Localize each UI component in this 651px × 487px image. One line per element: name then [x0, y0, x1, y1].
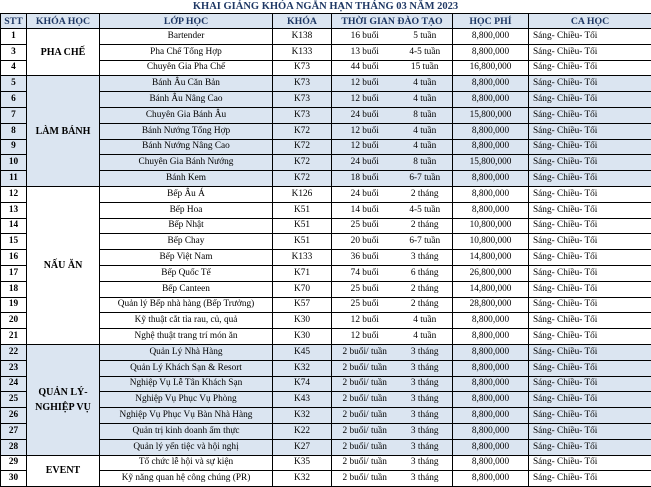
- duration-period: 4 tuần: [398, 329, 453, 345]
- row-stt: 18: [1, 281, 27, 297]
- course-code: K133: [273, 44, 332, 60]
- duration-sessions: 2 buổi/ tuần: [332, 439, 398, 455]
- duration-sessions: 24 buổi: [332, 155, 398, 171]
- class-shift: Sáng- Chiều- Tối: [529, 186, 651, 202]
- row-stt: 30: [1, 471, 27, 487]
- class-shift: Sáng- Chiều- Tối: [529, 281, 651, 297]
- tuition-fee: 8,800,000: [453, 471, 529, 487]
- duration-sessions: 2 buổi/ tuần: [332, 344, 398, 360]
- duration-period: 4 tuần: [398, 123, 453, 139]
- class-shift: Sáng- Chiều- Tối: [529, 92, 651, 108]
- duration-period: 2 tháng: [398, 218, 453, 234]
- class-shift: Sáng- Chiều- Tối: [529, 455, 651, 471]
- class-name: Quản lý Bếp nhà hàng (Bếp Trưởng): [100, 297, 273, 313]
- duration-sessions: 12 buổi: [332, 329, 398, 345]
- duration-period: 4 tuần: [398, 313, 453, 329]
- tuition-fee: 8,800,000: [453, 202, 529, 218]
- class-shift: Sáng- Chiều- Tối: [529, 360, 651, 376]
- class-shift: Sáng- Chiều- Tối: [529, 297, 651, 313]
- duration-sessions: 20 buổi: [332, 234, 398, 250]
- row-stt: 25: [1, 392, 27, 408]
- row-stt: 1: [1, 29, 27, 45]
- class-shift: Sáng- Chiều- Tối: [529, 202, 651, 218]
- duration-period: 3 tháng: [398, 439, 453, 455]
- header-lop-hoc: LỚP HỌC: [100, 14, 273, 29]
- class-shift: Sáng- Chiều- Tối: [529, 423, 651, 439]
- class-shift: Sáng- Chiều- Tối: [529, 313, 651, 329]
- course-code: K133: [273, 250, 332, 266]
- class-shift: Sáng- Chiều- Tối: [529, 439, 651, 455]
- header-khoa-hoc: KHÓA HỌC: [27, 14, 100, 29]
- tuition-fee: 8,800,000: [453, 423, 529, 439]
- class-shift: Sáng- Chiều- Tối: [529, 250, 651, 266]
- duration-period: 3 tháng: [398, 408, 453, 424]
- table-row: [1, 186, 651, 202]
- duration-sessions: 2 buổi/ tuần: [332, 360, 398, 376]
- class-name: Bếp Việt Nam: [100, 250, 273, 266]
- class-shift: Sáng- Chiều- Tối: [529, 218, 651, 234]
- course-code: K72: [273, 139, 332, 155]
- class-name: Bánh Âu Căn Bản: [100, 76, 273, 92]
- duration-sessions: 12 buổi: [332, 92, 398, 108]
- course-code: K51: [273, 218, 332, 234]
- duration-sessions: 12 buổi: [332, 139, 398, 155]
- tuition-fee: 8,800,000: [453, 392, 529, 408]
- course-code: K72: [273, 123, 332, 139]
- row-stt: 11: [1, 171, 27, 187]
- category-name: NẤU ĂN: [27, 186, 100, 344]
- row-stt: 3: [1, 44, 27, 60]
- row-stt: 12: [1, 186, 27, 202]
- class-name: Nghiệp Vụ Lễ Tân Khách Sạn: [100, 376, 273, 392]
- course-code: K45: [273, 344, 332, 360]
- class-name: Quản trị kinh doanh ẩm thực: [100, 423, 273, 439]
- tuition-fee: 8,800,000: [453, 313, 529, 329]
- duration-period: 4 tuần: [398, 92, 453, 108]
- category-name: PHA CHẾ: [27, 29, 100, 76]
- tuition-fee: 8,800,000: [453, 171, 529, 187]
- tuition-fee: 8,800,000: [453, 139, 529, 155]
- row-stt: 21: [1, 329, 27, 345]
- row-stt: 28: [1, 439, 27, 455]
- duration-period: 4-5 tuần: [398, 202, 453, 218]
- course-code: K30: [273, 313, 332, 329]
- course-code: K27: [273, 439, 332, 455]
- class-shift: Sáng- Chiều- Tối: [529, 123, 651, 139]
- tuition-fee: 8,800,000: [453, 29, 529, 45]
- row-stt: 8: [1, 123, 27, 139]
- class-shift: Sáng- Chiều- Tối: [529, 471, 651, 487]
- class-name: Bếp Chay: [100, 234, 273, 250]
- class-name: Bánh Kem: [100, 171, 273, 187]
- row-stt: 5: [1, 76, 27, 92]
- class-name: Bếp Âu Á: [100, 186, 273, 202]
- row-stt: 19: [1, 297, 27, 313]
- duration-period: 8 tuần: [398, 107, 453, 123]
- header-stt: STT: [1, 14, 27, 29]
- course-code: K73: [273, 76, 332, 92]
- header-hoc-phi: HỌC PHÍ: [453, 14, 529, 29]
- course-code: K72: [273, 155, 332, 171]
- tuition-fee: 8,800,000: [453, 360, 529, 376]
- row-stt: 15: [1, 234, 27, 250]
- header-khoa: KHÓA: [273, 14, 332, 29]
- duration-sessions: 2 buổi/ tuần: [332, 423, 398, 439]
- duration-period: 4 tuần: [398, 139, 453, 155]
- class-shift: Sáng- Chiều- Tối: [529, 107, 651, 123]
- tuition-fee: 16,800,000: [453, 60, 529, 76]
- class-shift: Sáng- Chiều- Tối: [529, 392, 651, 408]
- tuition-fee: 10,800,000: [453, 218, 529, 234]
- duration-sessions: 2 buổi/ tuần: [332, 471, 398, 487]
- row-stt: 7: [1, 107, 27, 123]
- row-stt: 10: [1, 155, 27, 171]
- class-shift: Sáng- Chiều- Tối: [529, 155, 651, 171]
- row-stt: 20: [1, 313, 27, 329]
- duration-sessions: 74 buổi: [332, 265, 398, 281]
- header-row: [1, 14, 651, 29]
- duration-period: 3 tháng: [398, 471, 453, 487]
- duration-period: 5 tuần: [398, 29, 453, 45]
- tuition-fee: 8,800,000: [453, 123, 529, 139]
- page-title: KHAI GIẢNG KHÓA NGẮN HẠN THÁNG 03 NĂM 2023: [0, 0, 651, 13]
- duration-sessions: 13 buổi: [332, 44, 398, 60]
- row-stt: 16: [1, 250, 27, 266]
- duration-period: 2 tháng: [398, 281, 453, 297]
- class-shift: Sáng- Chiều- Tối: [529, 29, 651, 45]
- duration-period: 2 tháng: [398, 186, 453, 202]
- row-stt: 4: [1, 60, 27, 76]
- class-shift: Sáng- Chiều- Tối: [529, 76, 651, 92]
- duration-period: 8 tuần: [398, 155, 453, 171]
- tuition-fee: 8,800,000: [453, 76, 529, 92]
- tuition-fee: 8,800,000: [453, 329, 529, 345]
- category-name: QUẢN LÝ-NGHIỆP VỤ: [27, 344, 100, 455]
- header-thoi-gian: THỜI GIAN ĐÀO TẠO: [332, 14, 453, 29]
- duration-period: 6-7 tuần: [398, 171, 453, 187]
- course-code: K57: [273, 297, 332, 313]
- course-code: K22: [273, 423, 332, 439]
- class-shift: Sáng- Chiều- Tối: [529, 344, 651, 360]
- course-code: K74: [273, 376, 332, 392]
- row-stt: 13: [1, 202, 27, 218]
- class-name: Bếp Hoa: [100, 202, 273, 218]
- class-name: Bánh Nướng Tổng Hợp: [100, 123, 273, 139]
- course-code: K51: [273, 202, 332, 218]
- course-code: K73: [273, 92, 332, 108]
- row-stt: 24: [1, 376, 27, 392]
- duration-sessions: 12 buổi: [332, 123, 398, 139]
- course-code: K30: [273, 329, 332, 345]
- duration-period: 3 tháng: [398, 455, 453, 471]
- class-shift: Sáng- Chiều- Tối: [529, 234, 651, 250]
- class-name: Chuyên Gia Pha Chế: [100, 60, 273, 76]
- duration-period: 4-5 tuần: [398, 44, 453, 60]
- course-code: K32: [273, 360, 332, 376]
- tuition-fee: 14,800,000: [453, 281, 529, 297]
- duration-sessions: 2 buổi/ tuần: [332, 376, 398, 392]
- row-stt: 14: [1, 218, 27, 234]
- class-name: Bartender: [100, 29, 273, 45]
- duration-sessions: 12 buổi: [332, 313, 398, 329]
- tuition-fee: 8,800,000: [453, 439, 529, 455]
- course-code: K70: [273, 281, 332, 297]
- row-stt: 6: [1, 92, 27, 108]
- row-stt: 23: [1, 360, 27, 376]
- class-name: Tổ chức lễ hội và sự kiện: [100, 455, 273, 471]
- class-shift: Sáng- Chiều- Tối: [529, 329, 651, 345]
- class-name: Chuyên Gia Bánh Nướng: [100, 155, 273, 171]
- class-name: Kỹ năng quan hệ công chúng (PR): [100, 471, 273, 487]
- duration-sessions: 2 buổi/ tuần: [332, 408, 398, 424]
- class-name: Bếp Quốc Tế: [100, 265, 273, 281]
- course-code: K51: [273, 234, 332, 250]
- duration-sessions: 18 buổi: [332, 171, 398, 187]
- tuition-fee: 14,800,000: [453, 250, 529, 266]
- class-shift: Sáng- Chiều- Tối: [529, 265, 651, 281]
- table-row: [1, 29, 651, 45]
- course-code: K32: [273, 408, 332, 424]
- course-code: K32: [273, 471, 332, 487]
- class-name: Bếp Nhật: [100, 218, 273, 234]
- duration-sessions: 16 buổi: [332, 29, 398, 45]
- duration-period: 3 tháng: [398, 376, 453, 392]
- category-name: EVENT: [27, 455, 100, 487]
- row-stt: 9: [1, 139, 27, 155]
- course-code: K138: [273, 29, 332, 45]
- class-name: Bếp Canteen: [100, 281, 273, 297]
- tuition-fee: 8,800,000: [453, 186, 529, 202]
- tuition-fee: 8,800,000: [453, 44, 529, 60]
- duration-sessions: 14 buổi: [332, 202, 398, 218]
- tuition-fee: 15,800,000: [453, 155, 529, 171]
- class-shift: Sáng- Chiều- Tối: [529, 60, 651, 76]
- class-name: Quản Lý Nhà Hàng: [100, 344, 273, 360]
- duration-period: 3 tháng: [398, 360, 453, 376]
- course-code: K73: [273, 60, 332, 76]
- duration-period: 15 tuần: [398, 60, 453, 76]
- course-code: K72: [273, 171, 332, 187]
- tuition-fee: 8,800,000: [453, 408, 529, 424]
- duration-period: 6-7 tuần: [398, 234, 453, 250]
- duration-sessions: 25 buổi: [332, 297, 398, 313]
- tuition-fee: 8,800,000: [453, 455, 529, 471]
- class-name: Quản lý yến tiệc và hội nghị: [100, 439, 273, 455]
- duration-sessions: 44 buổi: [332, 60, 398, 76]
- class-name: Quản Lý Khách Sạn & Resort: [100, 360, 273, 376]
- duration-period: 3 tháng: [398, 423, 453, 439]
- class-name: Bánh Nướng Nâng Cao: [100, 139, 273, 155]
- class-shift: Sáng- Chiều- Tối: [529, 408, 651, 424]
- row-stt: 22: [1, 344, 27, 360]
- class-name: Bánh Âu Nâng Cao: [100, 92, 273, 108]
- class-name: Nghệ thuật trang trí món ăn: [100, 329, 273, 345]
- row-stt: 26: [1, 408, 27, 424]
- class-shift: Sáng- Chiều- Tối: [529, 171, 651, 187]
- table-row: [1, 76, 651, 92]
- tuition-fee: 28,800,000: [453, 297, 529, 313]
- duration-sessions: 2 buổi/ tuần: [332, 392, 398, 408]
- class-name: Nghiệp Vụ Phục Vụ Phòng: [100, 392, 273, 408]
- row-stt: 17: [1, 265, 27, 281]
- class-name: Kỹ thuật cắt tỉa rau, củ, quả: [100, 313, 273, 329]
- tuition-fee: 15,800,000: [453, 107, 529, 123]
- course-code: K73: [273, 107, 332, 123]
- tuition-fee: 26,800,000: [453, 265, 529, 281]
- course-code: K126: [273, 186, 332, 202]
- tuition-fee: 8,800,000: [453, 376, 529, 392]
- duration-sessions: 2 buổi/ tuần: [332, 455, 398, 471]
- duration-period: 6 tháng: [398, 265, 453, 281]
- class-shift: Sáng- Chiều- Tối: [529, 139, 651, 155]
- duration-period: 4 tuần: [398, 76, 453, 92]
- course-code: K71: [273, 265, 332, 281]
- class-shift: Sáng- Chiều- Tối: [529, 44, 651, 60]
- course-table: [0, 13, 651, 487]
- duration-period: 3 tháng: [398, 392, 453, 408]
- class-name: Nghiệp Vụ Phục Vụ Bàn Nhà Hàng: [100, 408, 273, 424]
- row-stt: 27: [1, 423, 27, 439]
- duration-sessions: 12 buổi: [332, 76, 398, 92]
- duration-period: 3 tháng: [398, 344, 453, 360]
- course-code: K35: [273, 455, 332, 471]
- duration-period: 2 tháng: [398, 297, 453, 313]
- table-row: [1, 455, 651, 471]
- duration-sessions: 24 buổi: [332, 186, 398, 202]
- class-name: Pha Chế Tổng Hợp: [100, 44, 273, 60]
- duration-sessions: 25 buổi: [332, 218, 398, 234]
- header-ca-hoc: CA HỌC: [529, 14, 651, 29]
- tuition-fee: 8,800,000: [453, 92, 529, 108]
- tuition-fee: 10,800,000: [453, 234, 529, 250]
- duration-sessions: 24 buổi: [332, 107, 398, 123]
- duration-period: 3 tháng: [398, 250, 453, 266]
- class-name: Chuyên Gia Bánh Âu: [100, 107, 273, 123]
- duration-sessions: 25 buổi: [332, 281, 398, 297]
- class-shift: Sáng- Chiều- Tối: [529, 376, 651, 392]
- course-code: K43: [273, 392, 332, 408]
- tuition-fee: 8,800,000: [453, 344, 529, 360]
- table-row: [1, 344, 651, 360]
- category-name: LÀM BÁNH: [27, 76, 100, 187]
- row-stt: 29: [1, 455, 27, 471]
- duration-sessions: 36 buổi: [332, 250, 398, 266]
